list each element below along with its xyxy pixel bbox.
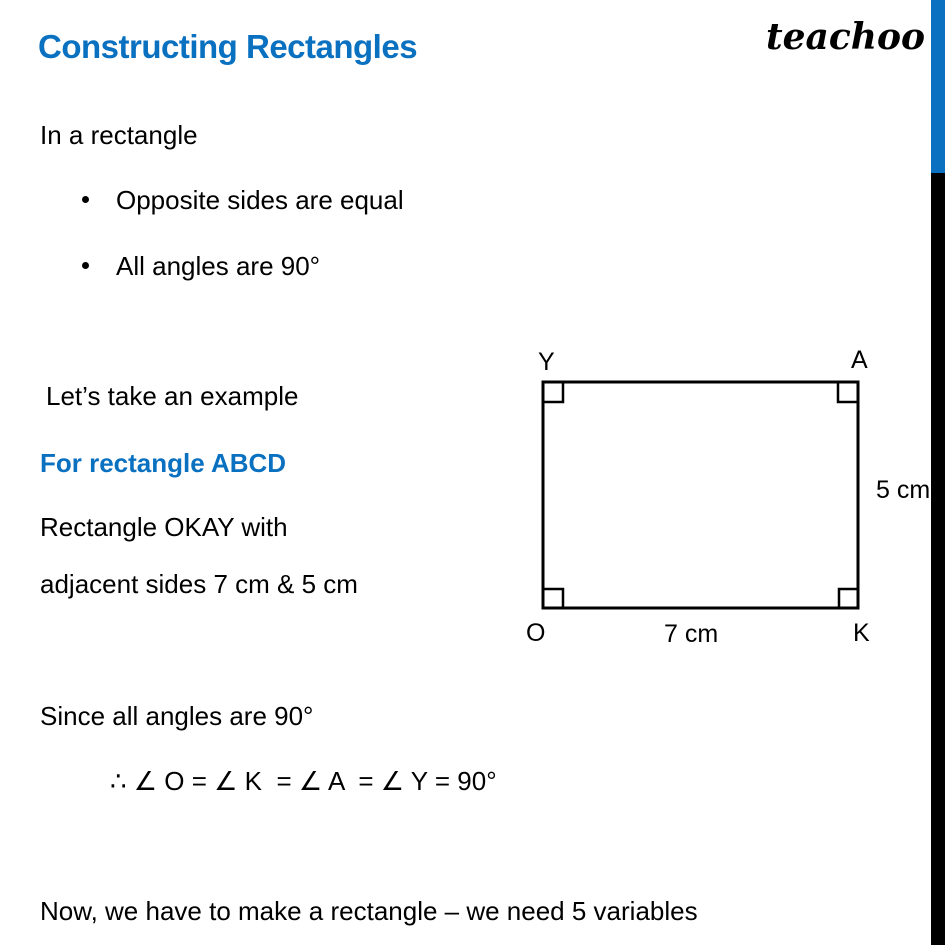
vertex-label-o: O — [526, 619, 546, 647]
bullet-text: All angles are 90° — [116, 251, 321, 281]
right-angle-a-icon — [838, 382, 858, 402]
right-angle-k-icon — [839, 589, 858, 608]
example-line-2: adjacent sides 7 cm & 5 cm — [40, 569, 358, 599]
right-angle-y-icon — [543, 382, 563, 402]
right-angle-o-icon — [543, 589, 563, 608]
page-title: Constructing Rectangles — [38, 28, 418, 65]
example-heading: For rectangle ABCD — [40, 448, 287, 478]
example-intro: Let’s take an example — [46, 381, 299, 411]
side-label-right: 5 cm — [876, 476, 931, 504]
intro-lead: In a rectangle — [40, 120, 198, 150]
side-label-bottom: 7 cm — [664, 620, 719, 648]
rectangle-okay-shape — [543, 382, 858, 608]
reasoning-final: Now, we have to make a rectangle – we need 5 variables — [40, 896, 698, 926]
reasoning-premise: Since all angles are 90° — [40, 701, 314, 731]
vertex-label-k: K — [853, 619, 870, 647]
reasoning-conclusion: ∴ ∠ O = ∠ K = ∠ A = ∠ Y = 90° — [110, 766, 497, 796]
example-line-1: Rectangle OKAY with — [40, 512, 288, 542]
teachoo-logo: teachoo — [766, 16, 925, 58]
bullet-text: Opposite sides are equal — [116, 185, 404, 215]
vertex-label-y: Y — [538, 348, 555, 376]
vertex-label-a: A — [851, 346, 868, 374]
side-bar-dark-overlay — [931, 173, 945, 945]
